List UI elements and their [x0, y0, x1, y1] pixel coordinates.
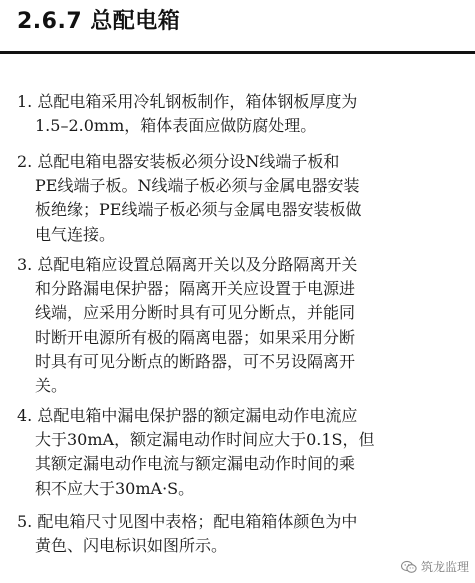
- line: 其额定漏电动作电流与额定漏电动作时间的乘: [35, 454, 356, 474]
- line: 2. 总配电箱电器安装板必须分设N线端子板和: [17, 152, 340, 171]
- wechat-icon: [401, 560, 417, 574]
- line: 4. 总配电箱中漏电保护器的额定漏电动作电流应: [17, 406, 358, 425]
- line: 3. 总配电箱应设置总隔离开关以及分路隔离开关: [17, 255, 358, 274]
- line: 线端，应采用分断时具有可见分断点，并能同: [35, 303, 356, 323]
- line: 5. 配电箱尺寸见图中表格；配电箱箱体颜色为中: [17, 512, 358, 531]
- line: 关。: [35, 376, 68, 396]
- line: 板绝缘；PE线端子板必须与金属电器安装板做: [35, 200, 362, 220]
- line: 时断开电源所有极的隔离电器；如果采用分断: [35, 327, 356, 347]
- line: 和分路漏电保护器；隔离开关应设置于电源进: [35, 279, 356, 299]
- line: 1.5–2.0mm，箱体表面应做防腐处理。: [35, 116, 317, 136]
- watermark: [401, 558, 469, 575]
- list-item-3: [17, 253, 465, 398]
- line: PE线端子板。N线端子板必须与金属电器安装: [35, 176, 360, 196]
- line: 1. 总配电箱采用冷轧钢板制作，箱体钢板厚度为: [17, 92, 358, 111]
- list-item-5: [17, 510, 465, 558]
- list-item-2: [17, 150, 465, 247]
- line: 时具有可见分断点的断路器，可不另设隔离开: [35, 351, 356, 371]
- list-item-1: [17, 90, 465, 138]
- title-divider: [0, 51, 475, 54]
- list-item-4: [17, 404, 465, 501]
- line: 大于30mA，额定漏电动作时间应大于0.1S，但: [35, 430, 375, 450]
- line: 黄色、闪电标识如图所示。: [35, 536, 228, 556]
- line: 电气连接。: [35, 224, 116, 244]
- watermark-text: 筑龙监理: [420, 560, 469, 574]
- line: 积不应大于30mA·S。: [35, 478, 195, 498]
- section-title: 2.6.7 总配电箱: [17, 9, 181, 34]
